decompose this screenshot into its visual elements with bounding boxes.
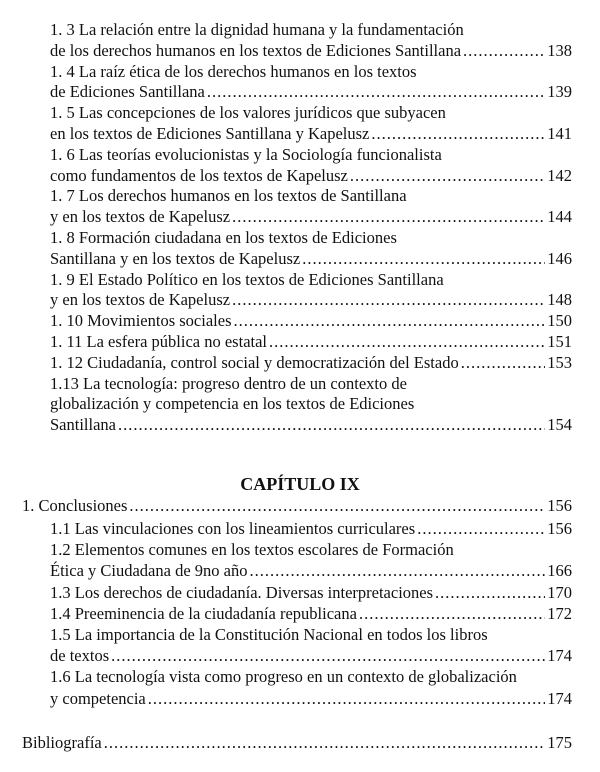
leader-dots	[435, 583, 545, 603]
entry-title: de textos	[50, 646, 110, 666]
entry-title: 1.1 Las vinculaciones con los lineamientos curriculares	[50, 519, 416, 538]
entry-title: 1. Conclusiones	[22, 496, 128, 515]
entry-text-line: 1. 8 Formación ciudadana en los textos de Ediciones	[50, 228, 397, 247]
leader-dots	[129, 496, 545, 516]
page-number: 146	[547, 248, 572, 268]
page-number: 166	[547, 561, 572, 581]
chapter-title: CAPÍTULO IX	[240, 474, 360, 494]
entry-title: Ética y Ciudadana de 9no año	[50, 561, 248, 581]
page-number: 139	[547, 82, 572, 102]
leader-dots	[359, 604, 545, 624]
toc-entry	[50, 604, 572, 624]
leader-dots	[118, 415, 545, 435]
entry-text-line: 1.2 Elementos comunes en los textos escolares de Formación	[50, 540, 454, 560]
leader-dots	[269, 332, 545, 352]
entry-title: 1. 12 Ciudadanía, control social y democratización del Estado	[50, 352, 459, 372]
toc-entry-bibliografia	[22, 733, 572, 753]
page-number: 153	[547, 352, 572, 372]
page-number: 174	[547, 688, 572, 708]
toc-entry	[50, 290, 572, 310]
page-number: 175	[547, 733, 572, 752]
toc-entry	[50, 689, 572, 709]
entry-title: y en los textos de Kapelusz	[50, 207, 231, 227]
entry-text-line: 1. 9 El Estado Político en los textos de Ediciones Santillana	[50, 269, 444, 289]
page-number: 156	[547, 519, 572, 538]
page-number: 170	[547, 582, 572, 602]
leader-dots	[463, 41, 545, 61]
entry-title: de los derechos humanos en los textos de Ediciones Santillana	[50, 40, 462, 60]
page-number: 141	[547, 124, 572, 143]
entry-title: y competencia	[50, 688, 146, 708]
page-number: 144	[547, 207, 572, 227]
toc-entry	[50, 332, 572, 352]
entry-title: en los textos de Ediciones Santillana y Kapelusz	[50, 124, 370, 143]
toc-entry	[50, 561, 572, 581]
page-number: 172	[547, 603, 572, 623]
toc-entry	[50, 646, 572, 666]
entry-text-line: 1.6 La tecnología vista como progreso en un contexto de globalización	[50, 667, 517, 687]
toc-entry	[50, 207, 572, 227]
toc-entry	[50, 82, 572, 102]
entry-text-line: 1. 3 La relación entre la dignidad humana y la fundamentación	[50, 20, 464, 39]
page-number: 174	[547, 646, 572, 666]
toc-entry	[50, 415, 572, 435]
leader-dots	[302, 249, 545, 269]
page-number: 151	[547, 332, 572, 351]
leader-dots	[233, 311, 545, 331]
entry-text-line: 1. 4 La raíz ética de los derechos humanos en los textos	[50, 61, 417, 81]
page-number: 148	[547, 290, 572, 310]
toc-entry-conclusiones	[22, 496, 572, 516]
toc-entry	[50, 124, 572, 144]
leader-dots	[249, 561, 545, 581]
entry-title: 1. 10 Movimientos sociales	[50, 311, 232, 331]
entry-title: de Ediciones Santillana	[50, 82, 205, 102]
leader-dots	[207, 82, 545, 102]
leader-dots	[417, 519, 545, 539]
entry-text-line: 1. 5 Las concepciones de los valores jurídicos que subyacen	[50, 103, 446, 123]
entry-text-line: 1.5 La importancia de la Constitución Nacional en todos los libros	[50, 625, 488, 644]
leader-dots	[232, 290, 545, 310]
page-number: 138	[547, 40, 572, 60]
leader-dots	[148, 689, 546, 709]
entry-title: Santillana	[50, 415, 116, 435]
entry-title: Santillana y en los textos de Kapelusz	[50, 248, 301, 268]
toc-entry	[50, 166, 572, 186]
leader-dots	[350, 166, 545, 186]
leader-dots	[461, 353, 546, 373]
toc-entry	[50, 583, 572, 603]
entry-title: 1. 11 La esfera pública no estatal	[50, 332, 268, 351]
toc-entry	[50, 311, 572, 331]
entry-text-line: 1. 6 Las teorías evolucionistas y la Sociología funcionalista	[50, 144, 442, 164]
toc-entry	[50, 249, 572, 269]
entry-text-line: globalización y competencia en los textos de Ediciones	[50, 394, 415, 414]
entry-title: 1.4 Preeminencia de la ciudadanía republicana	[50, 603, 357, 623]
leader-dots	[232, 207, 545, 227]
leader-dots	[371, 124, 545, 144]
page-number: 156	[547, 496, 572, 515]
page-number: 150	[547, 311, 572, 331]
entry-title: y en los textos de Kapelusz	[50, 290, 231, 310]
entry-text-line: 1. 7 Los derechos humanos en los textos de Santillana	[50, 186, 407, 206]
entry-title: Bibliografía	[22, 733, 102, 752]
page-number: 142	[547, 165, 572, 185]
page-number: 154	[547, 415, 572, 435]
toc-entry	[50, 519, 572, 539]
leader-dots	[111, 646, 545, 666]
toc-entry	[50, 353, 572, 373]
leader-dots	[104, 733, 546, 753]
entry-title: 1.3 Los derechos de ciudadanía. Diversas interpretaciones	[50, 582, 434, 602]
entry-text-line: 1.13 La tecnología: progreso dentro de un contexto de	[50, 373, 407, 393]
toc-entry	[50, 41, 572, 61]
entry-title: como fundamentos de los textos de Kapelusz	[50, 165, 348, 185]
